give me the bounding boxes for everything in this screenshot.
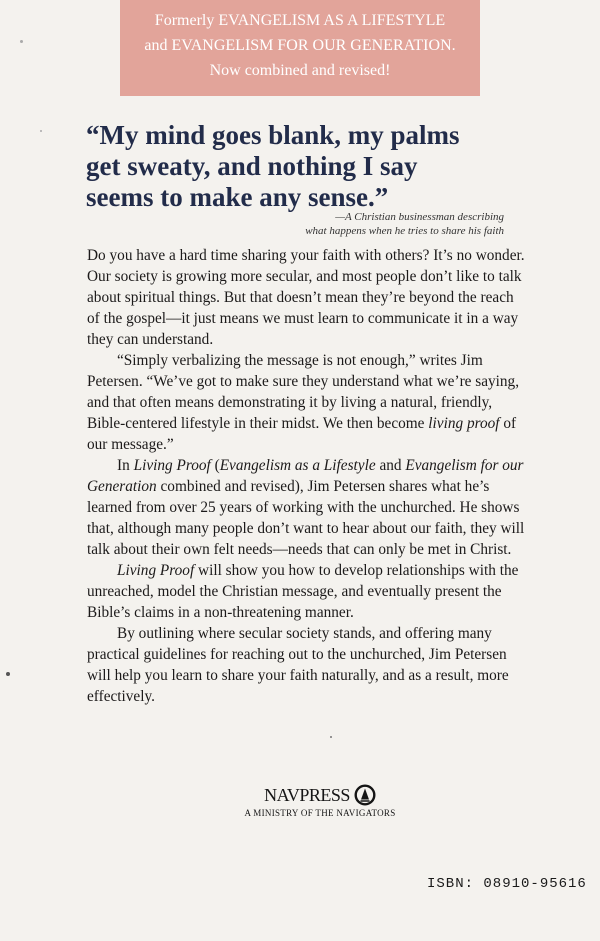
isbn-label: ISBN: 08910-95616 [427, 876, 587, 892]
navpress-sail-icon [354, 784, 376, 806]
speck [40, 130, 42, 132]
text-run: and [375, 457, 406, 474]
speck [330, 736, 332, 738]
attribution-line: —A Christian businessman describing [335, 211, 504, 223]
speck [6, 672, 10, 676]
quote-attribution [305, 210, 504, 238]
quote-line: get sweaty, and nothing I say [86, 151, 418, 181]
publisher-logo [230, 784, 410, 818]
paragraph: By outlining where secular society stands, and offering many practical guidelines for reaching out to the unchurched, Jim Petersen will help you learn to share your faith naturally, and as a result, more effectively. [87, 625, 509, 705]
logo-row [230, 784, 410, 806]
paragraph [87, 560, 527, 623]
banner [120, 0, 480, 96]
publisher-tagline: A MINISTRY OF THE NAVIGATORS [244, 808, 396, 818]
paragraph [87, 350, 527, 455]
text-run: In [117, 457, 134, 474]
publisher-name: NAVPRESS [264, 784, 350, 805]
speck [20, 40, 23, 43]
attribution-line: what happens when he tries to share his faith [305, 225, 504, 237]
text-run: “Simply verbalizing the message is not enough,” writes Jim Petersen. “We’ve got to make sure they understand what we’re saying, and that often means demonstrating it by living a natural, friendly, Bible-centered lifestyle in their midst. We then become [87, 352, 520, 432]
banner-line: and EVANGELISM FOR OUR GENERATION. [144, 37, 456, 54]
emphasis-text: living proof [428, 415, 500, 432]
banner-line: Now combined and revised! [209, 62, 391, 79]
pull-quote [86, 120, 526, 213]
paragraph: Do you have a hard time sharing your faith with others? It’s no wonder. Our society is growing more secular, and most people don’t like to talk about spiritual things. But that doesn’t mean they’re beyond the reach of the gospel—it just means we must learn to communicate it in a way they can understand. [87, 247, 525, 348]
banner-line: Formerly EVANGELISM AS A LIFESTYLE [154, 12, 446, 29]
quote-line: seems to make any sense.” [86, 182, 389, 212]
description-text [87, 245, 527, 707]
text-run: combined and revised), Jim Petersen shares what he’s learned from over 25 years of working with the unchurched. He shows that, although many people don’t want to hear about our faith, they will talk about their own felt needs—needs that can only be met in Christ. [87, 478, 525, 558]
book-title: Living Proof [117, 562, 195, 579]
text-run: of our message.” [87, 415, 517, 453]
quote-line: “My mind goes blank, my palms [86, 120, 460, 150]
book-title: Evangelism as a Lifestyle [219, 457, 376, 474]
text-run: ( [210, 457, 220, 474]
book-title: Evangelism for our Generation [87, 457, 524, 495]
paragraph [87, 455, 527, 560]
book-title: Living Proof [133, 457, 211, 474]
text-run: will show you how to develop relationships with the unreached, model the Christian message, and eventually present the Bible’s claims in a non-threatening manner. [87, 562, 519, 621]
